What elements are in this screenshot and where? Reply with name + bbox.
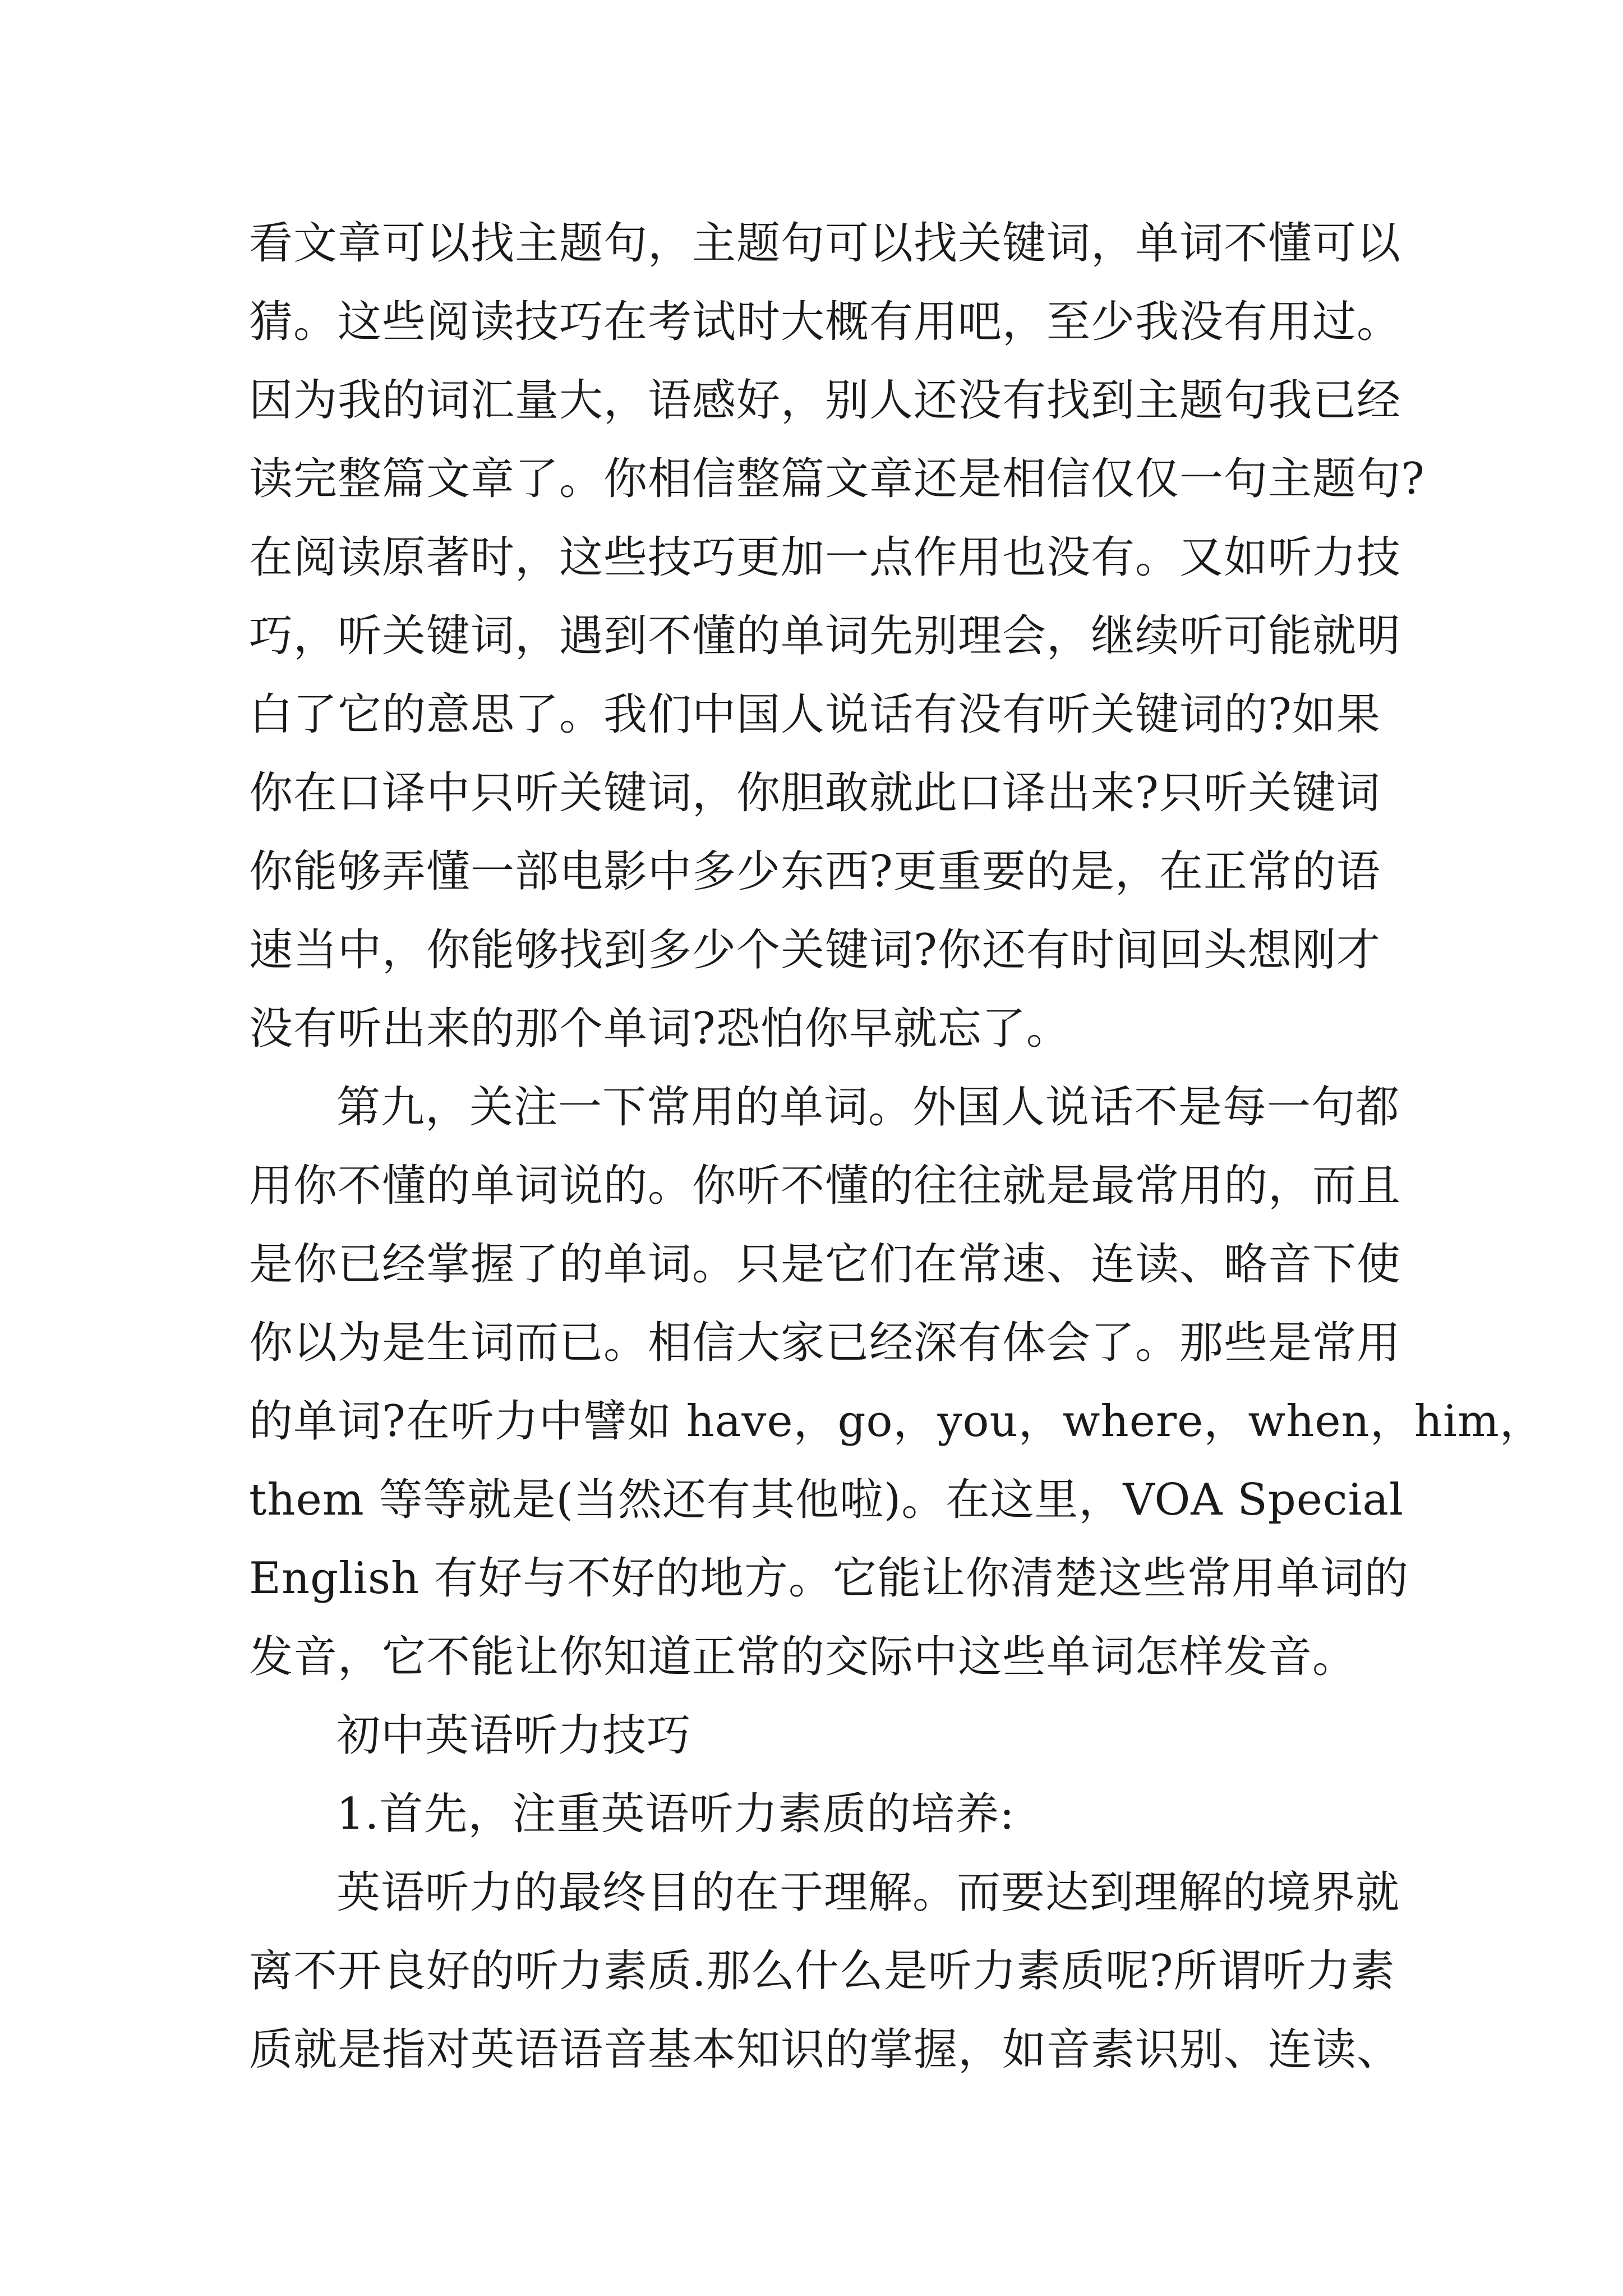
text-line: 第九，关注一下常用的单词。外国人说话不是每一句都 xyxy=(336,1082,1400,1133)
text-line: 你在口译中只听关键词，你胆敢就此口译出来?只听关键词 xyxy=(249,768,1381,818)
text-line: them 等等就是(当然还有其他啦)。在这里，VOA Special xyxy=(249,1475,1404,1525)
text-line: 的单词?在听力中譬如 have，go，you，where，when，him， xyxy=(249,1396,1544,1447)
paragraph xyxy=(249,1068,1544,1696)
text-line: 巧，听关键词，遇到不懂的单词先别理会，继续听可能就明 xyxy=(249,611,1401,661)
text-line: English 有好与不好的地方。它能让你清楚这些常用单词的 xyxy=(249,1553,1409,1604)
paragraph xyxy=(249,1853,1415,2089)
text-line: 是你已经掌握了的单词。只是它们在常速、连读、略音下使 xyxy=(249,1239,1401,1290)
text-line: 你以为是生词而已。相信大家已经深有体会了。那些是常用 xyxy=(249,1318,1401,1368)
text-line: 质就是指对英语语音基本知识的掌握，如音素识别、连读、 xyxy=(249,2024,1401,2075)
text-line: 速当中，你能够找到多少个关键词?你还有时间回头想刚才 xyxy=(249,925,1381,976)
text-line: 读完整篇文章了。你相信整篇文章还是相信仅仅一句主题句? xyxy=(249,454,1425,504)
text-line: 白了它的意思了。我们中国人说话有没有听关键词的?如果 xyxy=(249,689,1381,740)
section-subheading: 1.首先，注重英语听力素质的培养: xyxy=(336,1789,1015,1839)
text-line: 猜。这些阅读技巧在考试时大概有用吧，至少我没有用过。 xyxy=(249,297,1401,347)
text-line: 你能够弄懂一部电影中多少东西?更重要的是，在正常的语 xyxy=(249,846,1381,897)
text-line: 离不开良好的听力素质.那么什么是听力素质呢?所谓听力素 xyxy=(249,1946,1395,1996)
paragraph xyxy=(249,204,1425,1068)
text-line: 发音，它不能让你知道正常的交际中这些单词怎样发音。 xyxy=(249,1632,1357,1682)
text-line: 没有听出来的那个单词?恐怕你早就忘了。 xyxy=(249,1004,1071,1054)
text-line: 英语听力的最终目的在于理解。而要达到理解的境界就 xyxy=(336,1867,1400,1918)
document-body xyxy=(249,204,1544,2089)
text-line: 因为我的词汇量大，语感好，别人还没有找到主题句我已经 xyxy=(249,375,1401,426)
text-line: 看文章可以找主题句，主题句可以找关键词，单词不懂可以 xyxy=(249,218,1401,269)
section-heading: 初中英语听力技巧 xyxy=(336,1710,691,1761)
text-line: 用你不懂的单词说的。你听不懂的往往就是最常用的，而且 xyxy=(249,1161,1401,1211)
text-line: 在阅读原著时，这些技巧更加一点作用也没有。又如听力技 xyxy=(249,532,1401,583)
